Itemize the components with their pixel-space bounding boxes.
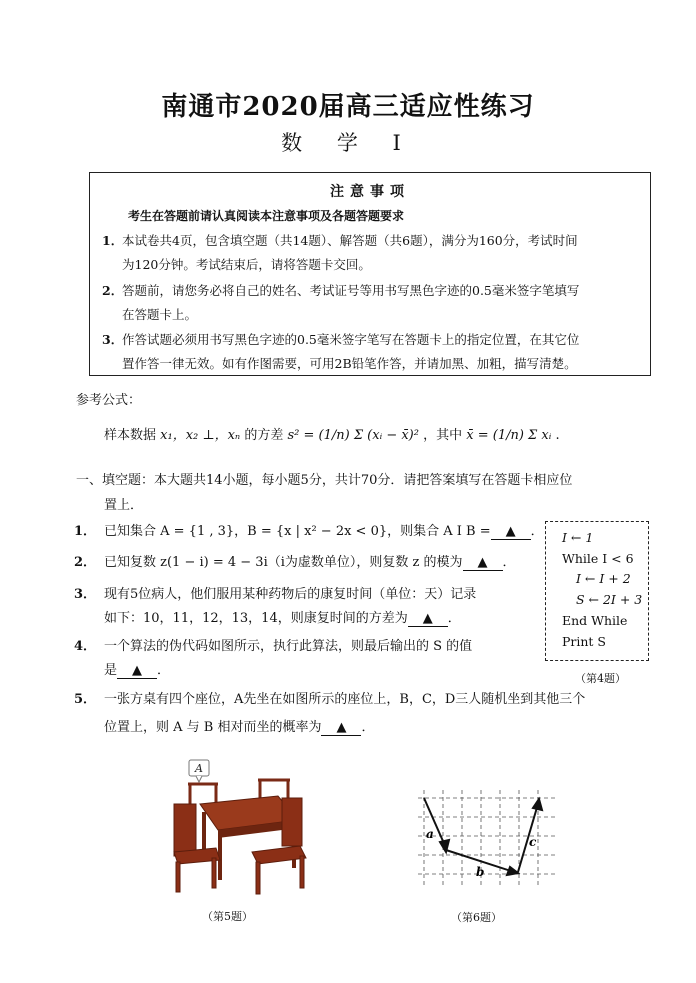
question-number: 2． xyxy=(74,555,97,570)
figure-caption: （第5题） xyxy=(202,910,253,923)
figure-caption: （第6题） xyxy=(451,911,502,924)
triangle-icon: ▲ xyxy=(132,663,143,678)
section-heading-cont: 置上． xyxy=(104,498,144,513)
question-text: 已知复数 z(1 − i) = 4 − 3i（i为虚数单位），则复数 z 的模为 xyxy=(104,555,463,570)
code-line: Print S xyxy=(562,634,606,649)
notice-intro: 考生在答题前请认真阅读本注意事项及各题答题要求 xyxy=(128,209,405,223)
notice-item-line: 作答试题必须用书写黑色字迹的0.5毫米签字笔写在答题卡上的指定位置，在其它位 xyxy=(122,332,580,347)
question-text: 一张方桌有四个座位，A先坐在如图所示的座位上，B，C，D三人随机坐到其他三个 xyxy=(104,692,586,707)
question-text: 已知集合 A = {1 , 3}，B = {x | x² − 2x < 0}，则集合 A I B = xyxy=(104,524,491,539)
figure-caption: （第4题） xyxy=(575,672,626,685)
vector-b-label: b xyxy=(476,865,485,879)
triangle-icon: ▲ xyxy=(422,611,433,626)
triangle-icon: ▲ xyxy=(336,720,347,735)
notice-item-line: 答题前，请您务必将自己的姓名、考试证号等用书写黑色字迹的0.5毫米签字笔填写 xyxy=(122,283,580,298)
pseudocode-box xyxy=(545,521,649,661)
vector-a-label: a xyxy=(426,827,434,841)
code-line: I ← I + 2 xyxy=(576,571,631,586)
answer-blank[interactable] xyxy=(463,556,503,571)
answer-blank[interactable] xyxy=(321,721,361,736)
question-text: 现有5位病人，他们服用某种药物后的康复时间（单位：天）记录 xyxy=(104,587,477,602)
question-number: 5． xyxy=(74,692,97,707)
seat-a-label: A xyxy=(195,762,203,775)
question-tail: ． xyxy=(502,555,516,570)
notice-item-line: 置作答一律无效。如有作图需要，可用2B铅笔作答，并请加黑、加粗，描写清楚。 xyxy=(122,356,577,371)
answer-blank[interactable] xyxy=(117,664,157,679)
triangle-icon: ▲ xyxy=(505,524,516,539)
code-line: While I < 6 xyxy=(562,551,634,566)
question-number: 3． xyxy=(74,587,97,602)
question-text: 是 xyxy=(104,663,118,678)
notice-item-line: 在答题卡上。 xyxy=(122,307,198,322)
notice-title: 注意事项 xyxy=(330,184,410,200)
vector-grid-figure xyxy=(408,788,558,892)
vectors xyxy=(424,798,542,875)
seat-a-pointer xyxy=(196,776,202,782)
notice-item-number: 2． xyxy=(102,283,124,298)
mean-formula: x̄ = (1/n) Σ xᵢ xyxy=(466,428,552,443)
notice-box xyxy=(89,172,651,376)
code-line: I ← 1 xyxy=(562,530,594,545)
arrow-icon xyxy=(533,799,542,810)
section-heading: 一、填空题：本大题共14小题，每小题5分，共计70分．请把答案填写在答题卡相应位 xyxy=(76,473,573,488)
page-title: 南通市2020届高三适应性练习 xyxy=(161,92,535,122)
question-text: 位置上，则 A 与 B 相对而坐的概率为 xyxy=(104,720,322,735)
notice-item-line: 本试卷共4页，包含填空题（共14题）、解答题（共6题），满分为160分，考试时间 xyxy=(122,233,578,248)
question-text: 如下：10，11，12，13，14，则康复时间的方差为 xyxy=(104,611,408,626)
formula-label: 参考公式： xyxy=(76,393,142,408)
question-number: 4． xyxy=(74,639,97,654)
question-tail: ． xyxy=(157,663,171,678)
code-line: End While xyxy=(562,613,628,628)
formula-where: ，其中 xyxy=(423,428,463,443)
notice-item-number: 3． xyxy=(102,332,124,347)
variance-formula: s² = (1/n) Σ (xᵢ − x̄)² xyxy=(287,428,419,443)
question-number: 1． xyxy=(74,524,97,539)
code-line: S ← 2I + 3 xyxy=(576,592,643,607)
formula-mid: 的方差 xyxy=(244,428,284,443)
question-tail: ． xyxy=(530,524,544,539)
question-tail: ． xyxy=(361,720,375,735)
formula-vars: x₁，x₂ ⊥，xₙ xyxy=(160,428,241,443)
vector-c-label: c xyxy=(529,835,537,849)
table-chairs-figure xyxy=(160,756,320,906)
triangle-icon: ▲ xyxy=(477,555,488,570)
answer-blank[interactable] xyxy=(491,525,531,540)
formula-prefix: 样本数据 xyxy=(104,428,157,443)
question-text: 一个算法的伪代码如图所示，执行此算法，则最后输出的 S 的值 xyxy=(104,639,473,654)
notice-item-line: 为120分钟。考试结束后，请将答题卡交回。 xyxy=(122,257,371,272)
answer-blank[interactable] xyxy=(408,612,448,627)
formula-end: . xyxy=(555,428,560,443)
formula-line xyxy=(104,424,560,443)
page-subtitle: 数 学 Ⅰ xyxy=(281,131,415,155)
arrow-icon xyxy=(507,867,518,875)
question-tail: ． xyxy=(447,611,461,626)
notice-item-number: 1． xyxy=(102,233,124,248)
